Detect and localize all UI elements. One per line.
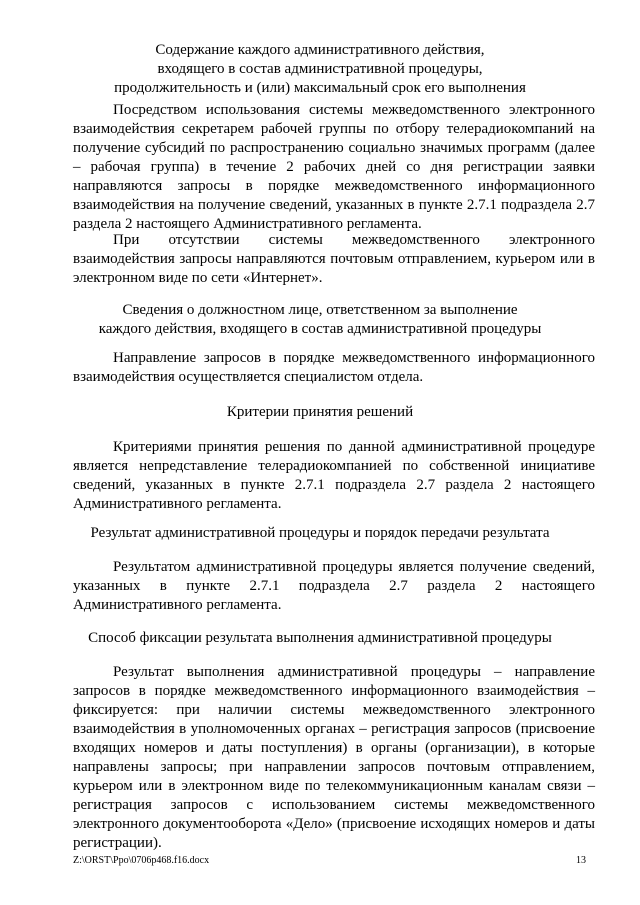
paragraph-responsible-specialist: Направление запросов в порядке межведомственного информационного взаимодействия осуществляется специалистом отдела. — [73, 350, 595, 385]
section-heading-responsible-official: Сведения о должностном лице, ответственном за выполнение каждого действия, входящего в состав административной процедуры — [98, 302, 542, 337]
paragraph-no-interagency-system: При отсутствии системы межведомственного электронного взаимодействия запросы направляются почтовым отправлением, курьером или в электронном виде по сети «Интернет». — [73, 232, 595, 286]
section-heading-result-recording: Способ фиксации результата выполнения административной процедуры — [88, 630, 552, 646]
section-heading-decision-criteria: Критерии принятия решений — [226, 404, 414, 420]
footer-page-number: 13 — [576, 855, 586, 866]
paragraph-procedure-result: Результатом административной процедуры является получение сведений, указанных в пункте 2.7.1 подраздела 2.7 раздела 2 настоящего Административного регламента. — [73, 559, 595, 613]
paragraph-interagency-requests: Посредством использования системы межведомственного электронного взаимодействия секретарем рабочей группы по отбору телерадиокомпаний на получение субсидий по распространению социально значимых программ (далее – рабочая группа) в течение 2 рабочих дней со дня регистрации заявки направляются запросы в порядке межведомственного информационного взаимодействия на получение сведений, указанных в пункте 2.7.1 подраздела 2.7 раздела 2 настоящего Административного регламента. — [73, 102, 595, 232]
paragraph-decision-criteria: Критериями принятия решения по данной административной процедуре является непредставление телерадиокомпанией по собственной инициативе сведений, указанных в пункте 2.7.1 подраздела 2.7 раздела 2 настоящего Административного регламента. — [73, 439, 595, 512]
footer-file-path: Z:\ORST\Ppo\0706p468.f16.docx — [73, 855, 210, 866]
section-heading-action-content: Содержание каждого административного действия, входящего в состав административной процедуры, продолжительность и (или) максимальный срок его выполнения — [114, 42, 526, 96]
section-heading-procedure-result: Результат административной процедуры и порядок передачи результата — [90, 525, 550, 541]
paragraph-result-recording: Результат выполнения административной процедуры – направление запросов в порядке межведомственного информационного взаимодействия – фиксируется: при наличии системы межведомственного электронного взаимодействия в уполномоченных органах – регистрация запросов (присвоение входящих номеров и даты поступления) в органы (организации), в которые направлены запросы; при направлении запросов почтовым отправлением, курьером или в электронном виде по телекоммуникационным каналам связи – регистрация запросов с использованием системы межведомственного электронного документооборота «Дело» (присвоение исходящих номеров и даты регистрации). — [73, 664, 595, 851]
